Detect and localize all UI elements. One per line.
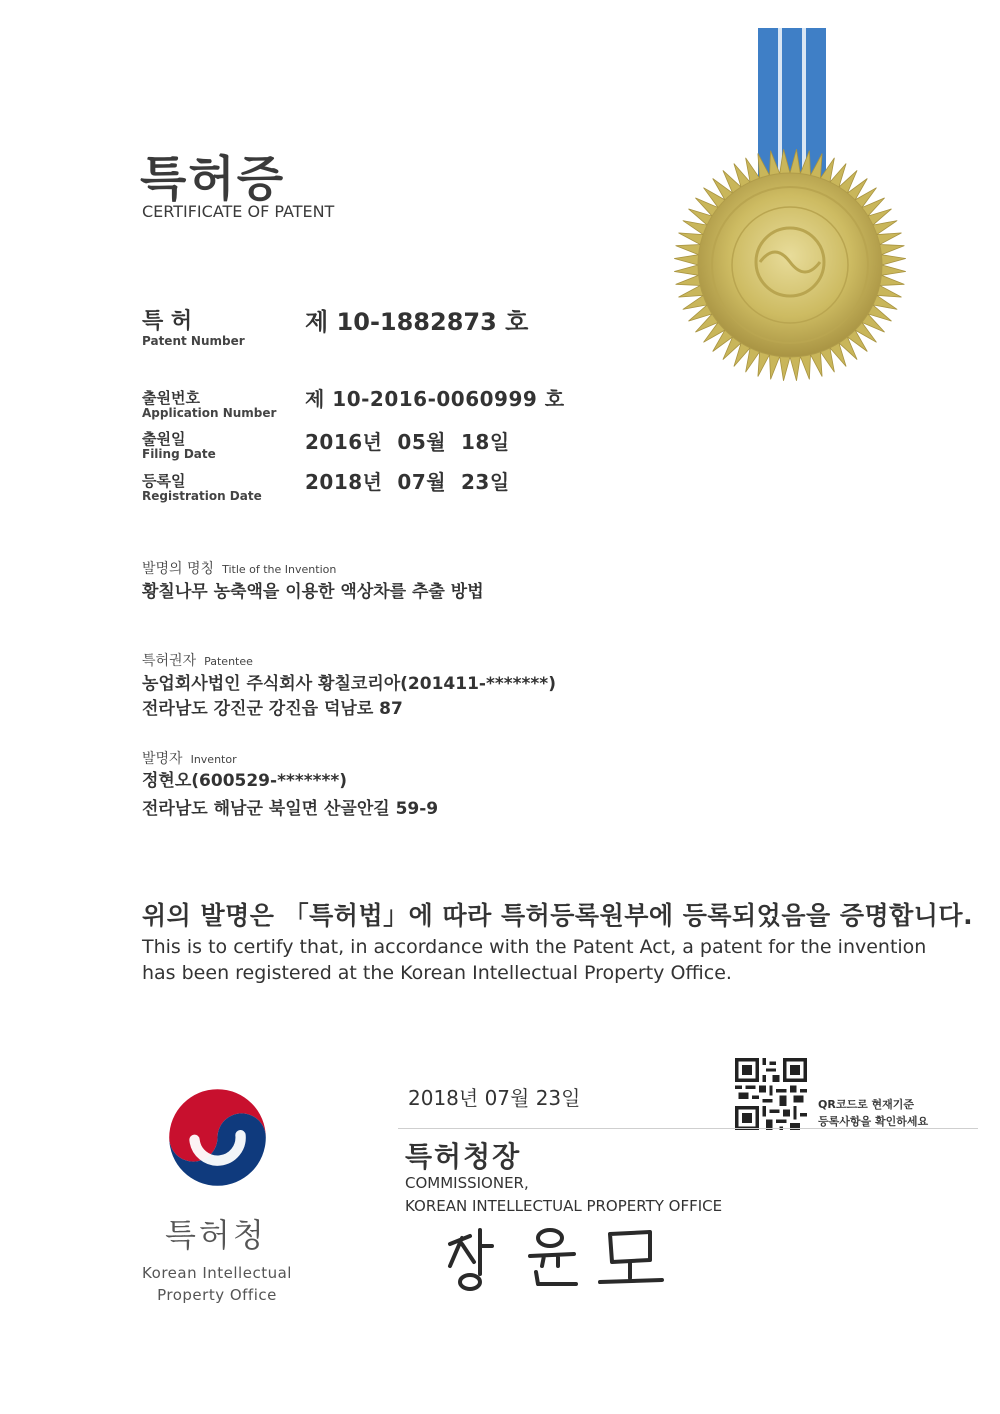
qr-note	[818, 1096, 928, 1130]
patentee-name: 농업회사법인 주식회사 황칠코리아(201411-*******)	[142, 674, 556, 694]
application-number-value: 제 10-2016-0060999 호	[305, 387, 565, 411]
application-number-label-en: Application Number	[142, 406, 277, 420]
invention-label	[142, 558, 336, 578]
inventor-label-en: Inventor	[190, 753, 237, 766]
kipo-name-en-line1: Korean Intellectual	[142, 1264, 292, 1282]
gold-seal-icon	[660, 20, 920, 390]
issue-date: 2018년 07월 23일	[408, 1086, 581, 1110]
filing-date-label-ko: 출원일	[142, 430, 186, 448]
patent-number-label-en: Patent Number	[142, 334, 245, 348]
commissioner-title-en	[405, 1172, 722, 1218]
qr-note-line2: 등록사항을 확인하세요	[818, 1115, 929, 1128]
patent-number-value: 제 10-1882873 호	[305, 308, 529, 336]
commissioner-signature	[440, 1216, 680, 1296]
footer-divider	[398, 1128, 978, 1129]
patentee-label-en: Patentee	[204, 655, 253, 668]
certification-en-line2: has been registered at the Korean Intellectual Property Office.	[142, 962, 732, 984]
certificate-title-en: CERTIFICATE OF PATENT	[142, 202, 335, 221]
kipo-taeguk-logo-icon	[160, 1080, 275, 1195]
kipo-name-en-line2: Property Office	[157, 1286, 277, 1304]
patentee-label	[142, 650, 253, 670]
inventor-label-ko: 발명자	[142, 751, 183, 767]
registration-date-label-en: Registration Date	[142, 489, 262, 503]
patentee-label-ko: 특허권자	[142, 653, 197, 669]
patentee-address: 전라남도 강진군 강진읍 덕남로 87	[142, 699, 403, 719]
invention-label-ko: 발명의 명칭	[142, 561, 215, 577]
certificate-title-ko: 특허증	[140, 151, 286, 207]
ribbon-icon	[758, 28, 826, 178]
certification-statement-en	[142, 934, 962, 986]
qr-code-icon[interactable]	[735, 1058, 807, 1130]
kipo-name-ko: 특허청	[165, 1216, 267, 1254]
kipo-name-en	[138, 1262, 296, 1306]
commissioner-title-ko: 특허청장	[405, 1140, 522, 1173]
inventor-label	[142, 748, 237, 768]
filing-date-label-en: Filing Date	[142, 447, 216, 461]
inventor-address: 전라남도 해남군 북일면 산골안길 59-9	[142, 799, 439, 819]
commissioner-en-line1: COMMISSIONER,	[405, 1174, 529, 1192]
patent-number-label-ko: 특 허	[142, 309, 193, 334]
filing-date-value: 2016년 05월 18일	[305, 430, 510, 454]
registration-date-value: 2018년 07월 23일	[305, 470, 510, 494]
invention-title: 황칠나무 농축액을 이용한 액상차를 추출 방법	[142, 582, 484, 602]
certification-statement-ko: 위의 발명은 「특허법」에 따라 특허등록원부에 등록되었음을 증명합니다.	[142, 901, 974, 930]
commissioner-en-line2: KOREAN INTELLECTUAL PROPERTY OFFICE	[405, 1197, 723, 1215]
qr-note-line1: QR코드로 현재기준	[818, 1098, 915, 1111]
invention-label-en: Title of the Invention	[222, 563, 337, 576]
certification-en-line1: This is to certify that, in accordance with the Patent Act, a patent for the invention	[142, 936, 927, 958]
registration-date-label-ko: 등록일	[142, 472, 186, 490]
application-number-label-ko: 출원번호	[142, 389, 200, 407]
inventor-name: 정현오(600529-*******)	[142, 771, 348, 791]
